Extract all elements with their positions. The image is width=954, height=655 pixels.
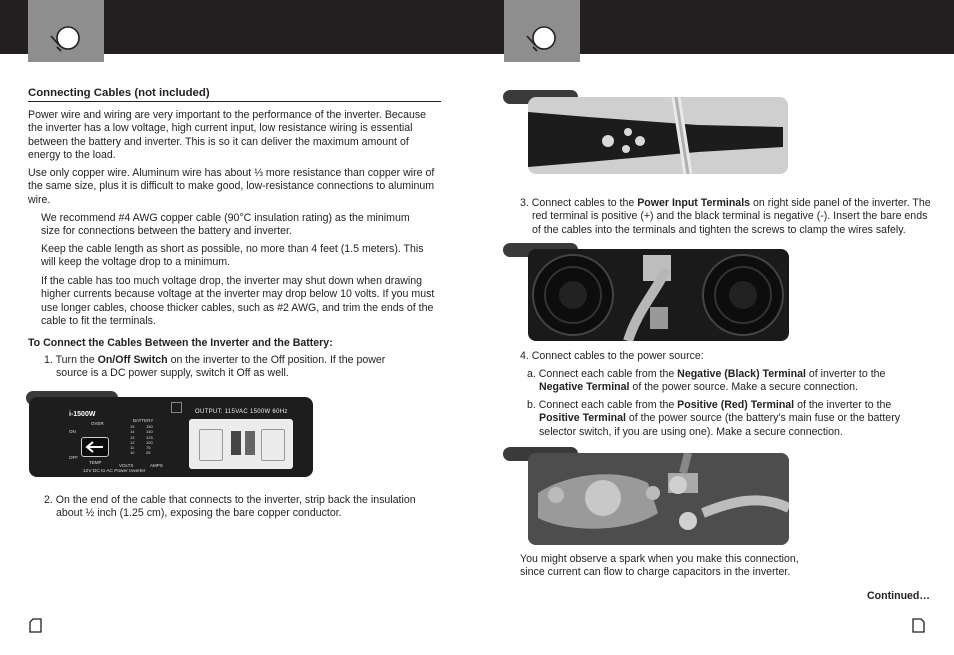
usb-port [171, 402, 182, 413]
step-4a-bold-2: Negative Terminal [539, 381, 630, 394]
magnifier-icon [524, 24, 560, 56]
step-4a-pre: a. Connect each cable from the [527, 368, 678, 380]
step-4a [527, 368, 919, 395]
step-4b-bold-1: Positive (Red) Terminal [677, 399, 795, 411]
outlet-left [199, 429, 223, 461]
power-switch [81, 437, 109, 457]
panel-temp-label: TEMP [89, 460, 102, 465]
inverter-front-panel [29, 397, 313, 477]
arrow-logo-icon [84, 440, 106, 454]
step-4b-post: of the power source (the battery's main fuse or the battery selector switch, if you are using one). Make a secure connection. [539, 412, 901, 438]
terminal-image [528, 453, 789, 545]
paragraph-awg: We recommend #4 AWG copper cable (90°C insulation rating) as the minimum size for connections between the battery and inverter. [41, 212, 410, 238]
step-3 [520, 197, 932, 237]
pliers-image [528, 97, 788, 174]
page-corner-right [912, 618, 925, 633]
step-2: 2. On the end of the cable that connects to the inverter, strip back the insulation about ½ inch (1.25 cm), exposing the bare copper conductor. [44, 494, 416, 520]
inverter-rear-panel-photo [528, 249, 789, 341]
magnifier-icon [48, 24, 84, 56]
panel-output: OUTPUT: 115VAC 1500W 60Hz [195, 409, 288, 415]
step-4b-mid: of the inverter to the [794, 399, 892, 411]
subheading-connect: To Connect the Cables Between the Inverter and the Battery: [28, 337, 333, 349]
step-3-bold: Power Input Terminals [637, 197, 751, 209]
step-4b-bold-2: Positive Terminal [539, 412, 626, 425]
panel-over-label: OVER [91, 421, 104, 426]
step-4a-mid: of inverter to the [805, 368, 886, 380]
paragraph-copper: Use only copper wire. Aluminum wire has about ⅓ more resistance than copper wire of the same size, plus it is difficult to make good, low-resistance connections to aluminum wire. [28, 167, 435, 206]
cable-stripper-photo [528, 97, 788, 174]
spark-note: You might observe a spark when you make this connection, since current can flow to charge capacitors in the inverter. [520, 553, 799, 579]
section-heading: Connecting Cables (not included) [28, 87, 441, 102]
step-4b-pre: b. Connect each cable from the [527, 399, 678, 411]
step-1-bold: On/Off Switch [97, 354, 168, 366]
panel-on-label: ON [69, 429, 76, 434]
panel-footer: 12V DC to AC Power Inverter [83, 469, 146, 474]
panel-off-label: OFF [69, 455, 78, 460]
step-4a-bold-1: Negative (Black) Terminal [677, 368, 806, 380]
panel-battery-label: BATTERY [133, 418, 154, 423]
step-3-post: on right side panel of the inverter. The red terminal is positive (+) and the black terminal is negative (-). Insert the bare ends of the cables into the terminals and tighten the screws to clamp the wires safely. [532, 197, 931, 236]
panel-amps-label: AMPS [150, 463, 163, 468]
right-header-tab [504, 0, 580, 62]
step-4a-post: of the power source. Make a secure connection. [629, 381, 858, 394]
paragraph-length: Keep the cable length as short as possible, no more than 4 feet (1.5 meters). This will keep the voltage drop to a minimum. [41, 243, 424, 269]
volt-scale: 15 14 13 12 11 10 [130, 424, 135, 456]
panel-volts-label: VOLTS [119, 463, 134, 468]
continued-label: Continued… [867, 590, 930, 602]
paragraph-wiring: Power wire and wiring are very important to the performance of the inverter. Because the inverter has a low voltage, high current input, low resistance wiring is essential between the battery and inverter. This is so it can deliver the maximum amount of energy to the load. [28, 109, 427, 162]
step-1-pre: 1. Turn the [44, 354, 98, 366]
panel-model: i-1500W [69, 411, 96, 418]
paragraph-voltage-drop: If the cable has too much voltage drop, the inverter may shut down when drawing higher currents because voltage at the inverter may drop below 10 volts. If you must use longer cables, choose thicker cables, such as #2 AWG, and trim the ends of the cable to fit the terminals. [41, 275, 435, 328]
step-4b [527, 399, 919, 439]
step-3-pre: 3. Connect cables to the [520, 197, 638, 209]
amp-scale: 150 140 125 100 75 25 [146, 424, 153, 456]
outlet-button-2 [245, 431, 255, 455]
outlet-button [231, 431, 241, 455]
outlet-right [261, 429, 285, 461]
fans-image [528, 249, 789, 341]
step-1-post: on the inverter to the Off position. If the power source is a DC power supply, switch it Off as well. [56, 354, 386, 380]
step-1 [44, 354, 416, 381]
page-corner-left [29, 618, 42, 633]
ac-outlet [189, 419, 293, 469]
step-4: 4. Connect cables to the power source: [520, 350, 704, 362]
left-header-tab [28, 0, 104, 62]
battery-terminal-photo [528, 453, 789, 545]
